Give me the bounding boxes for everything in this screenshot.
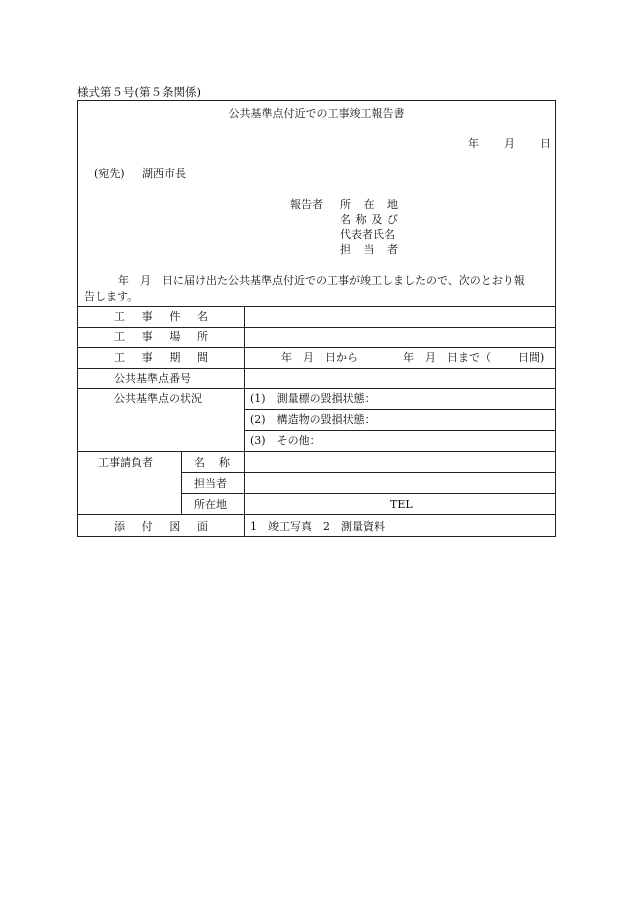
period-days: 日間) xyxy=(518,351,545,364)
row-divider xyxy=(244,430,555,431)
row-divider xyxy=(78,368,555,369)
label-contractor-person: 担当者 xyxy=(194,477,227,490)
status-item-1: (1) 測量標の毀損状態： xyxy=(250,392,376,405)
tel-label: TEL xyxy=(390,498,413,511)
row-divider xyxy=(78,327,555,328)
addressee-prefix: (宛先) xyxy=(94,167,125,180)
date-day: 日 xyxy=(540,137,551,150)
addressee-name: 湖西市長 xyxy=(142,167,186,180)
row-divider xyxy=(181,493,555,494)
body-text-line2: 告します。 xyxy=(84,290,139,303)
table-column-divider xyxy=(244,306,245,537)
label-work-site: 工 事 場 所 xyxy=(114,330,208,343)
row-divider xyxy=(78,347,555,348)
attachments-value: 1 竣工写真 2 測量資料 xyxy=(250,520,385,533)
label-work-period: 工 事 期 間 xyxy=(114,351,208,364)
row-divider xyxy=(78,388,555,389)
contractor-column-divider xyxy=(181,451,182,515)
row-divider xyxy=(244,409,555,410)
form-number-label: 様式第５号(第５条関係) xyxy=(77,85,201,99)
label-contractor-address: 所在地 xyxy=(194,498,227,511)
reporter-name-label: 名 称 及 び xyxy=(340,213,398,226)
reporter-representative-label: 代表者氏名 xyxy=(340,228,395,241)
row-divider xyxy=(181,472,555,473)
label-benchmark-number: 公共基準点番号 xyxy=(114,372,191,385)
label-contractor-name: 名 称 xyxy=(194,456,230,469)
document-title: 公共基準点付近での工事竣工報告書 xyxy=(228,107,405,120)
reporter-address-label: 所 在 地 xyxy=(340,198,398,211)
period-from: 年 月 日から xyxy=(281,351,358,364)
status-item-3: (3) その他： xyxy=(250,434,321,447)
status-item-2: (2) 構造物の毀損状態： xyxy=(250,413,376,426)
label-benchmark-status: 公共基準点の状況 xyxy=(114,392,202,405)
row-divider xyxy=(78,451,555,452)
body-text-line1: 年 月 日に届け出た公共基準点付近での工事が竣工しましたので、次のとおり報 xyxy=(118,274,525,287)
report-form xyxy=(77,100,556,537)
label-attachments: 添 付 図 面 xyxy=(114,520,208,533)
reporter-person-label: 担 当 者 xyxy=(340,243,398,256)
date-year: 年 xyxy=(468,137,479,150)
table-top-border xyxy=(78,306,555,307)
label-work-name: 工 事 件 名 xyxy=(114,310,208,323)
reporter-label: 報告者 xyxy=(290,198,323,211)
date-month: 月 xyxy=(504,137,515,150)
period-to: 年 月 日まで（ xyxy=(403,351,491,364)
label-contractor: 工事請負者 xyxy=(98,456,153,469)
row-divider xyxy=(78,514,555,515)
